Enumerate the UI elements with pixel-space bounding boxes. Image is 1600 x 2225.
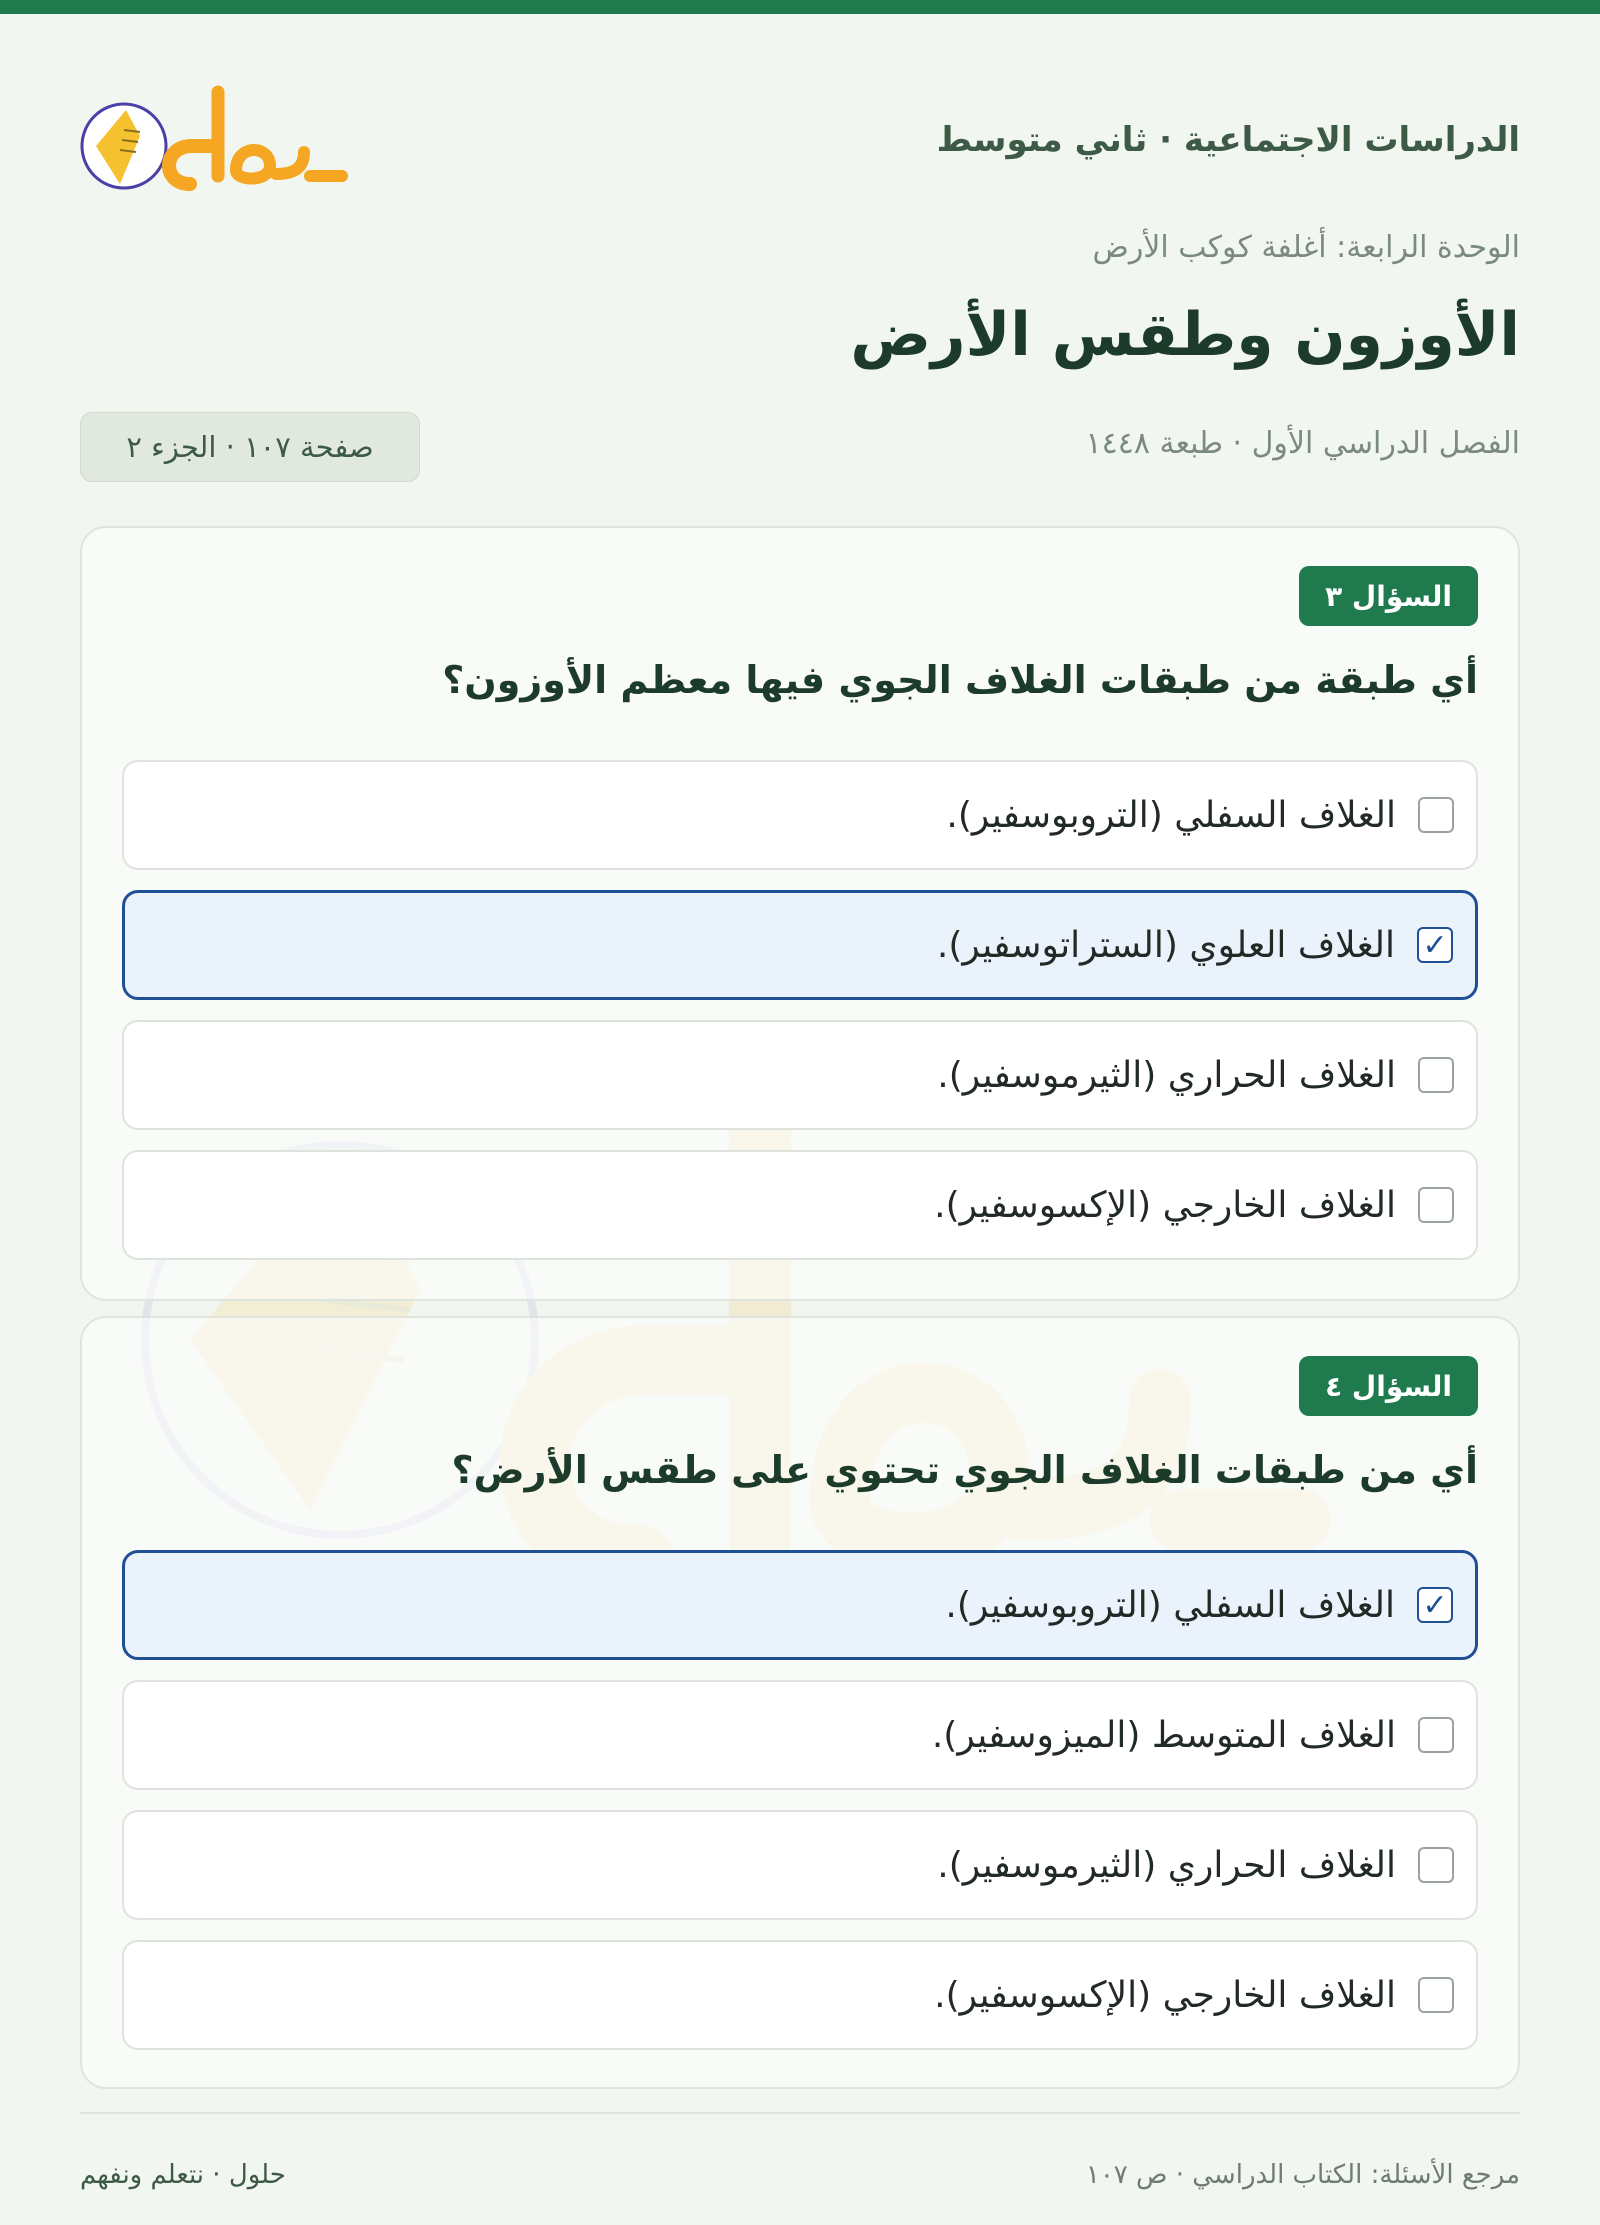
question-badge: السؤال ٣ <box>1299 566 1478 626</box>
question-text: أي من طبقات الغلاف الجوي تحتوي على طقس الأرض؟ <box>451 1448 1478 1492</box>
checkbox-icon[interactable] <box>1418 1057 1454 1093</box>
answer-label: الغلاف السفلي (التروبوسفير). <box>945 1584 1395 1626</box>
page-chip: صفحة ١٠٧ · الجزء ٢ <box>80 412 420 482</box>
answer-label: الغلاف المتوسط (الميزوسفير). <box>931 1714 1396 1756</box>
answer-option[interactable] <box>122 1020 1478 1130</box>
question-card <box>80 526 1520 1301</box>
checkbox-icon[interactable] <box>1418 1977 1454 2013</box>
checkbox-icon[interactable] <box>1418 797 1454 833</box>
answer-option-selected[interactable] <box>122 890 1478 1000</box>
answer-option[interactable] <box>122 1940 1478 2050</box>
answer-option[interactable] <box>122 1810 1478 1920</box>
hulul-logo <box>77 80 370 200</box>
question-card <box>80 1316 1520 2089</box>
footer-reference: مرجع الأسئلة: الكتاب الدراسي · ص ١٠٧ <box>1085 2160 1520 2190</box>
answer-option[interactable] <box>122 1680 1478 1790</box>
answer-label: الغلاف الخارجي (الإكسوسفير). <box>934 1184 1396 1226</box>
answer-option-selected[interactable] <box>122 1550 1478 1660</box>
question-badge: السؤال ٤ <box>1299 1356 1478 1416</box>
footer-divider <box>80 2112 1520 2114</box>
answer-label: الغلاف السفلي (التروبوسفير). <box>946 794 1396 836</box>
answer-label: الغلاف الحراري (الثيرموسفير). <box>937 1054 1396 1096</box>
footer-brand: حلول · نتعلم ونفهم <box>80 2160 286 2190</box>
answer-label: الغلاف الحراري (الثيرموسفير). <box>937 1844 1396 1886</box>
checkbox-icon[interactable] <box>1418 1847 1454 1883</box>
subject-title: الدراسات الاجتماعية · ثاني متوسط <box>936 120 1520 160</box>
answer-option[interactable] <box>122 1150 1478 1260</box>
checkbox-icon[interactable] <box>1418 1717 1454 1753</box>
checked-checkbox-icon[interactable]: ✓ <box>1417 1587 1453 1623</box>
checked-checkbox-icon[interactable]: ✓ <box>1417 927 1453 963</box>
page <box>77 14 1520 2225</box>
edition-meta: الفصل الدراسي الأول · طبعة ١٤٤٨ <box>1085 426 1520 461</box>
logo-text: حلول <box>77 80 80 81</box>
header <box>77 80 1520 200</box>
checkbox-icon[interactable] <box>1418 1187 1454 1223</box>
unit-label: الوحدة الرابعة: أغلفة كوكب الأرض <box>1092 230 1520 265</box>
answer-option[interactable] <box>122 760 1478 870</box>
answer-label: الغلاف الخارجي (الإكسوسفير). <box>934 1974 1396 2016</box>
answer-label: الغلاف العلوي (الستراتوسفير). <box>936 924 1395 966</box>
top-accent-bar <box>0 0 1600 14</box>
question-text: أي طبقة من طبقات الغلاف الجوي فيها معظم الأوزون؟ <box>442 658 1478 702</box>
lesson-title: الأوزون وطقس الأرض <box>850 300 1520 370</box>
